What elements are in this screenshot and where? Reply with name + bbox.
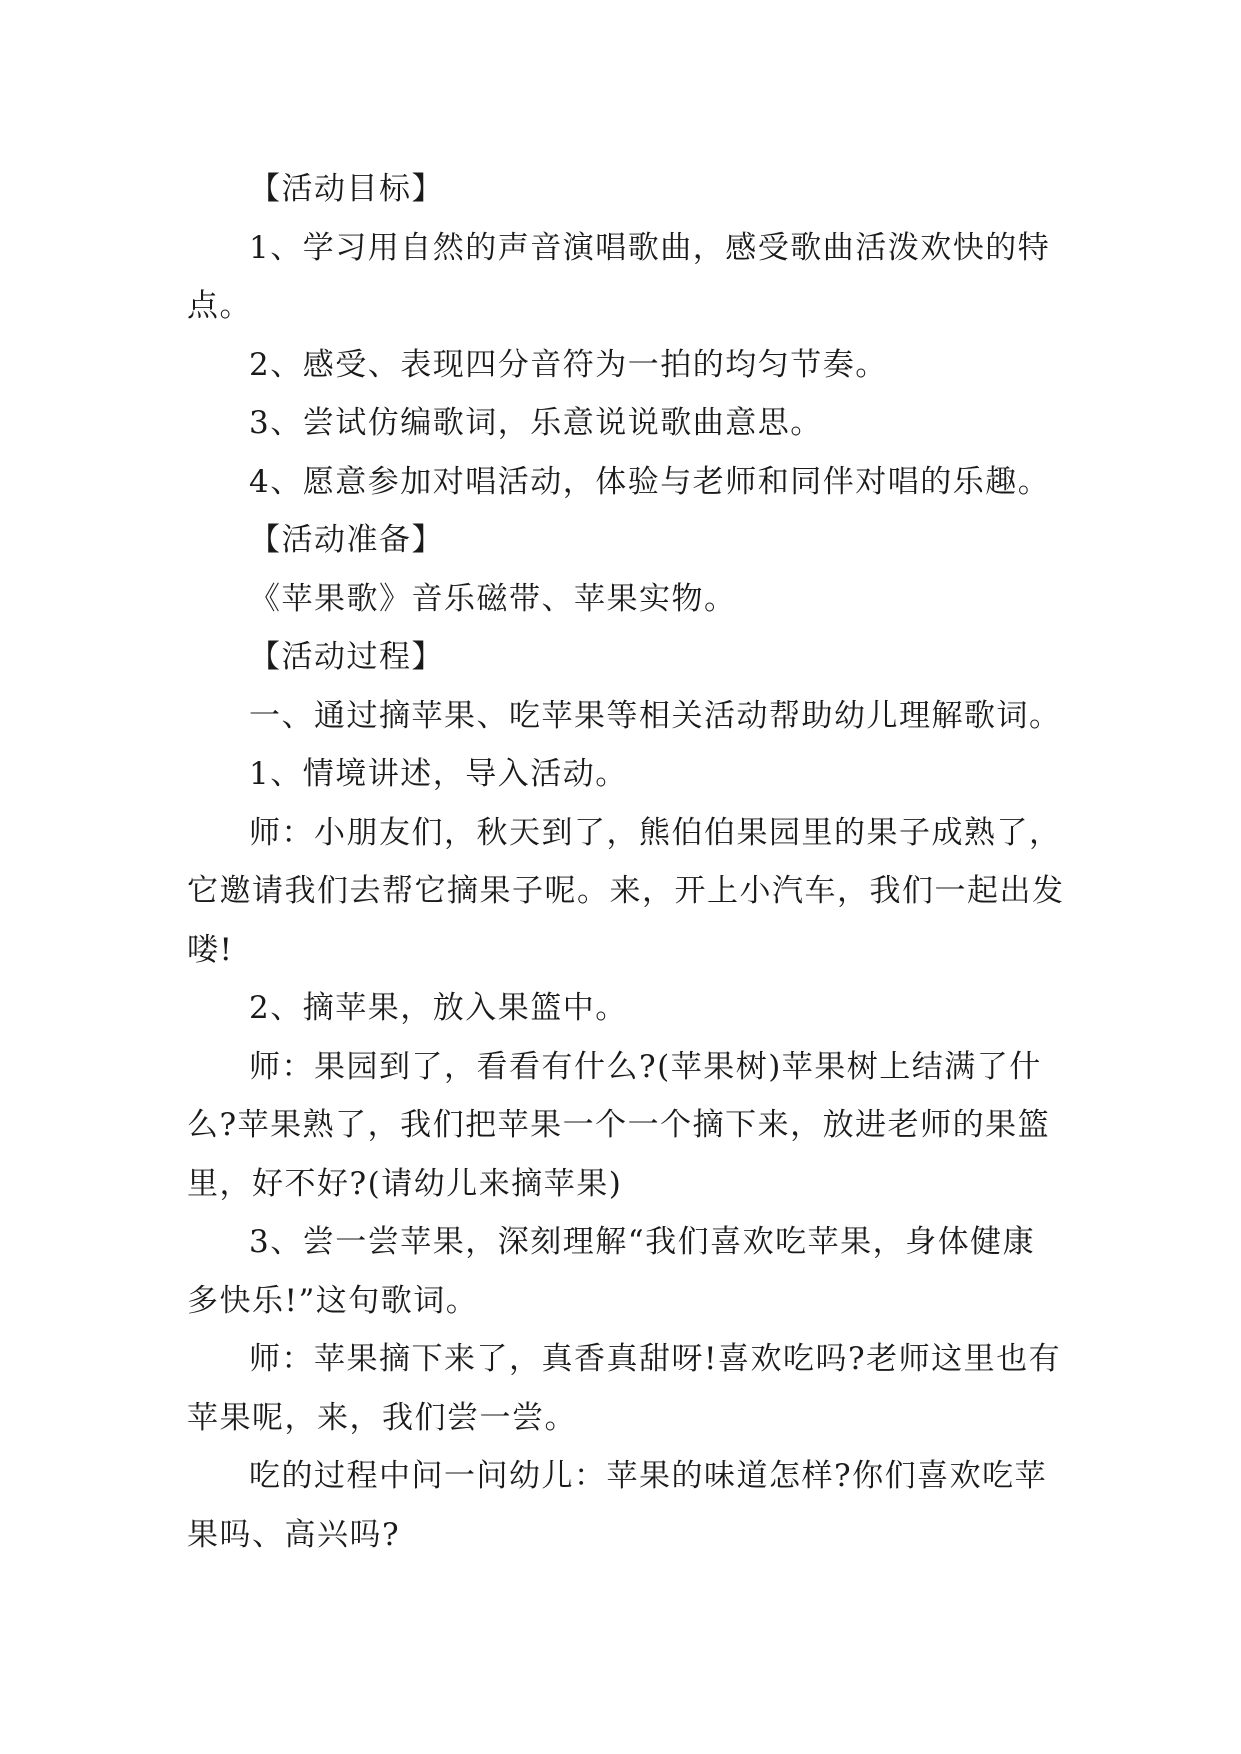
section-heading-preparation: 【活动准备】 — [249, 522, 444, 558]
teacher-dialogue-1: 师：小朋友们，秋天到了，熊伯伯果园里的果子成熟了，它邀请我们去帮它摘果子呢。来，开上小汽车，我们一起出发喽! — [187, 814, 1065, 968]
goal-item-1: 1、学习用自然的声音演唱歌曲，感受歌曲活泼欢快的特点。 — [187, 229, 1051, 324]
preparation-text: 《苹果歌》音乐磁带、苹果实物。 — [249, 580, 737, 617]
process-note: 吃的过程中问一问幼儿：苹果的味道怎样?你们喜欢吃苹果吗、高兴吗? — [187, 1458, 1048, 1553]
goal-item-4: 4、愿意参加对唱活动，体验与老师和同伴对唱的乐趣。 — [249, 463, 1051, 500]
section-heading-process: 【活动过程】 — [249, 639, 444, 675]
process-substep-3: 3、尝一尝苹果，深刻理解“我们喜欢吃苹果，身体健康多快乐!”这句歌词。 — [187, 1224, 1036, 1319]
teacher-dialogue-2: 师：果园到了，看看有什么?(苹果树)苹果树上结满了什么?苹果熟了，我们把苹果一个一个摘下来，放进老师的果篮里，好不好?(请幼儿来摘苹果) — [187, 1048, 1051, 1202]
document-body — [187, 160, 1067, 1564]
process-step-heading: 一、通过摘苹果、吃苹果等相关活动帮助幼儿理解歌词。 — [249, 697, 1062, 734]
process-substep-1: 1、情境讲述，导入活动。 — [249, 756, 628, 792]
process-substep-2: 2、摘苹果，放入果篮中。 — [249, 990, 628, 1026]
teacher-dialogue-3: 师：苹果摘下来了，真香真甜呀!喜欢吃吗?老师这里也有苹果呢，来，我们尝一尝。 — [187, 1341, 1062, 1436]
section-heading-goals: 【活动目标】 — [249, 171, 444, 207]
goal-item-2: 2、感受、表现四分音符为一拍的均匀节奏。 — [249, 346, 888, 383]
goal-item-3: 3、尝试仿编歌词，乐意说说歌曲意思。 — [249, 405, 823, 441]
